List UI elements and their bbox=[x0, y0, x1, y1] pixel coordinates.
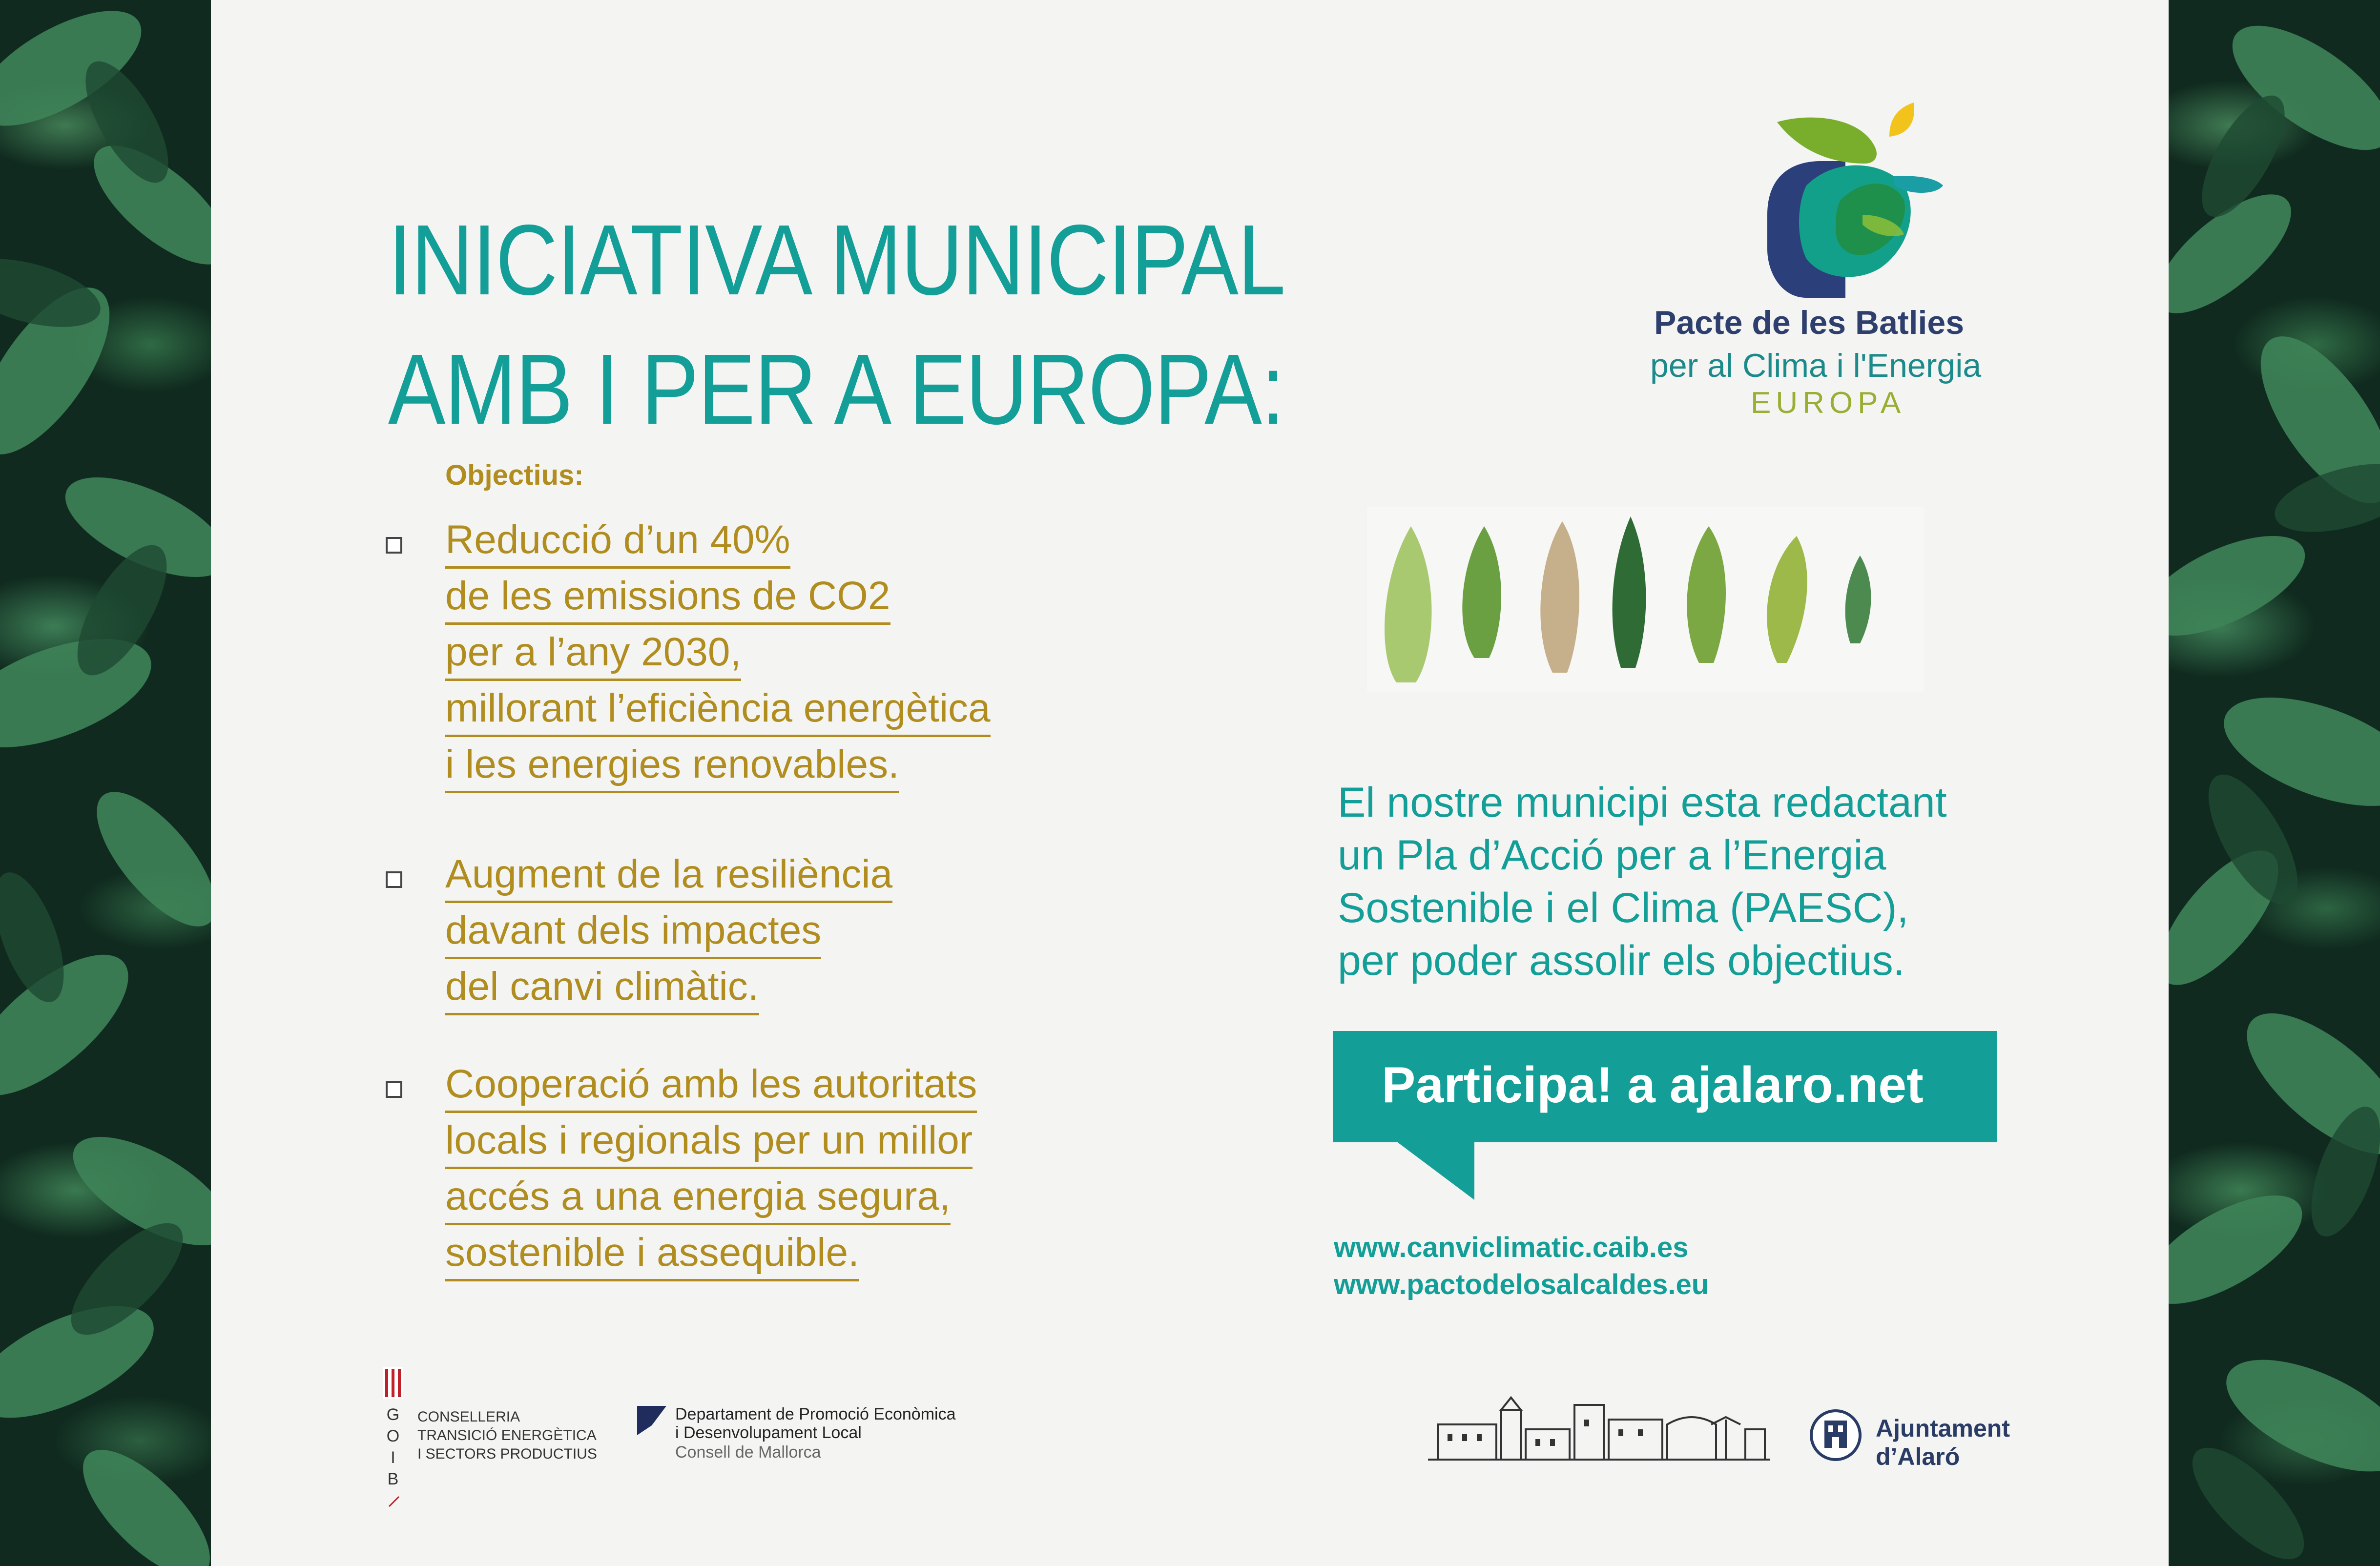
consell-line-3: Consell de Mallorca bbox=[675, 1443, 821, 1462]
pacte-title: Pacte de les Batlies bbox=[1654, 304, 1965, 341]
objective-line: i les energies renovables. bbox=[445, 742, 899, 793]
paesc-paragraph bbox=[1338, 776, 1947, 987]
objective-line: locals i regionals per un millor bbox=[445, 1118, 973, 1169]
goib-line: CONSELLERIA bbox=[417, 1409, 520, 1425]
checkbox-icon bbox=[386, 871, 402, 888]
headline-line-2: AMB I PER A EUROPA: bbox=[388, 333, 1284, 445]
goib-letter: O bbox=[386, 1427, 401, 1445]
ajuntament-seal-icon bbox=[1809, 1406, 1863, 1464]
pacte-subtitle: per al Clima i l'Energia bbox=[1650, 347, 1982, 384]
objective-line: accés a una energia segura, bbox=[445, 1174, 951, 1225]
leaves-illustration-left bbox=[0, 0, 215, 1566]
checkbox-icon bbox=[386, 1081, 402, 1098]
ajuntament-name bbox=[1876, 1414, 2010, 1471]
paesc-line: per poder assolir els objectius. bbox=[1338, 937, 1905, 984]
ajuntament-line-1: Ajuntament bbox=[1876, 1415, 2010, 1442]
covenant-of-mayors-logo bbox=[1748, 103, 1977, 298]
leaf-background-right bbox=[2165, 0, 2380, 1566]
consell-mallorca-icon bbox=[637, 1406, 666, 1435]
goib-letter: I bbox=[391, 1448, 396, 1467]
objectives-label: Objectius: bbox=[445, 459, 584, 491]
leaves-photo bbox=[1367, 507, 1924, 692]
objective-line: del canvi climàtic. bbox=[445, 964, 759, 1015]
paesc-line: Sostenible i el Clima (PAESC), bbox=[1338, 885, 1909, 931]
consell-line-1: Departament de Promoció Econòmica bbox=[675, 1405, 956, 1423]
participate-banner[interactable] bbox=[1333, 1031, 1997, 1142]
participate-label: Participa! a ajalaro.net bbox=[1382, 1057, 1924, 1113]
goib-department bbox=[417, 1408, 597, 1463]
goib-slash-icon bbox=[388, 1495, 401, 1507]
link-pactodelosalcaldes[interactable]: www.pactodelosalcaldes.eu bbox=[1334, 1269, 1709, 1300]
checkbox-icon bbox=[386, 537, 402, 554]
goib-letters bbox=[386, 1404, 401, 1490]
headline-line-1: INICIATIVA MUNICIPAL bbox=[388, 204, 1285, 316]
pacte-region: EUROPA bbox=[1751, 386, 1906, 420]
paesc-line: El nostre municipi esta redactant bbox=[1338, 779, 1947, 826]
objective-line: Cooperació amb les autoritats bbox=[445, 1062, 977, 1113]
speech-bubble-tail bbox=[1333, 1141, 1479, 1200]
ajuntament-line-2: d’Alaró bbox=[1876, 1443, 1960, 1470]
leaves-row-illustration bbox=[1367, 507, 1924, 692]
objective-line: Augment de la resiliència bbox=[445, 852, 892, 903]
goib-letter: G bbox=[386, 1405, 401, 1424]
link-canviclimatic[interactable]: www.canviclimatic.caib.es bbox=[1334, 1232, 1689, 1263]
pacte-logo-icon bbox=[1748, 103, 1977, 298]
website-links bbox=[1334, 1229, 1709, 1303]
town-skyline-illustration bbox=[1428, 1390, 1770, 1463]
goib-flag-icon bbox=[383, 1367, 403, 1399]
leaf-background-left bbox=[0, 0, 215, 1566]
objective-line: davant dels impactes bbox=[445, 908, 821, 959]
goib-line: TRANSICIÓ ENERGÈTICA bbox=[417, 1427, 597, 1443]
objective-line: de les emissions de CO2 bbox=[445, 574, 890, 625]
consell-mallorca-logo bbox=[637, 1405, 1028, 1473]
goib-letter: B bbox=[387, 1470, 400, 1488]
leaves-illustration-right bbox=[2165, 0, 2380, 1566]
objective-line: sostenible i assequible. bbox=[445, 1230, 859, 1281]
goib-line: I SECTORS PRODUCTIUS bbox=[417, 1446, 597, 1462]
objective-line: millorant l’eficiència energètica bbox=[445, 686, 991, 737]
paesc-line: un Pla d’Acció per a l’Energia bbox=[1338, 832, 1886, 879]
objective-line: Reducció d’un 40% bbox=[445, 517, 790, 569]
consell-line-2: i Desenvolupament Local bbox=[675, 1423, 862, 1442]
objective-line: per a l’any 2030, bbox=[445, 630, 741, 681]
goib-logo bbox=[383, 1367, 597, 1513]
headline bbox=[388, 195, 1285, 454]
